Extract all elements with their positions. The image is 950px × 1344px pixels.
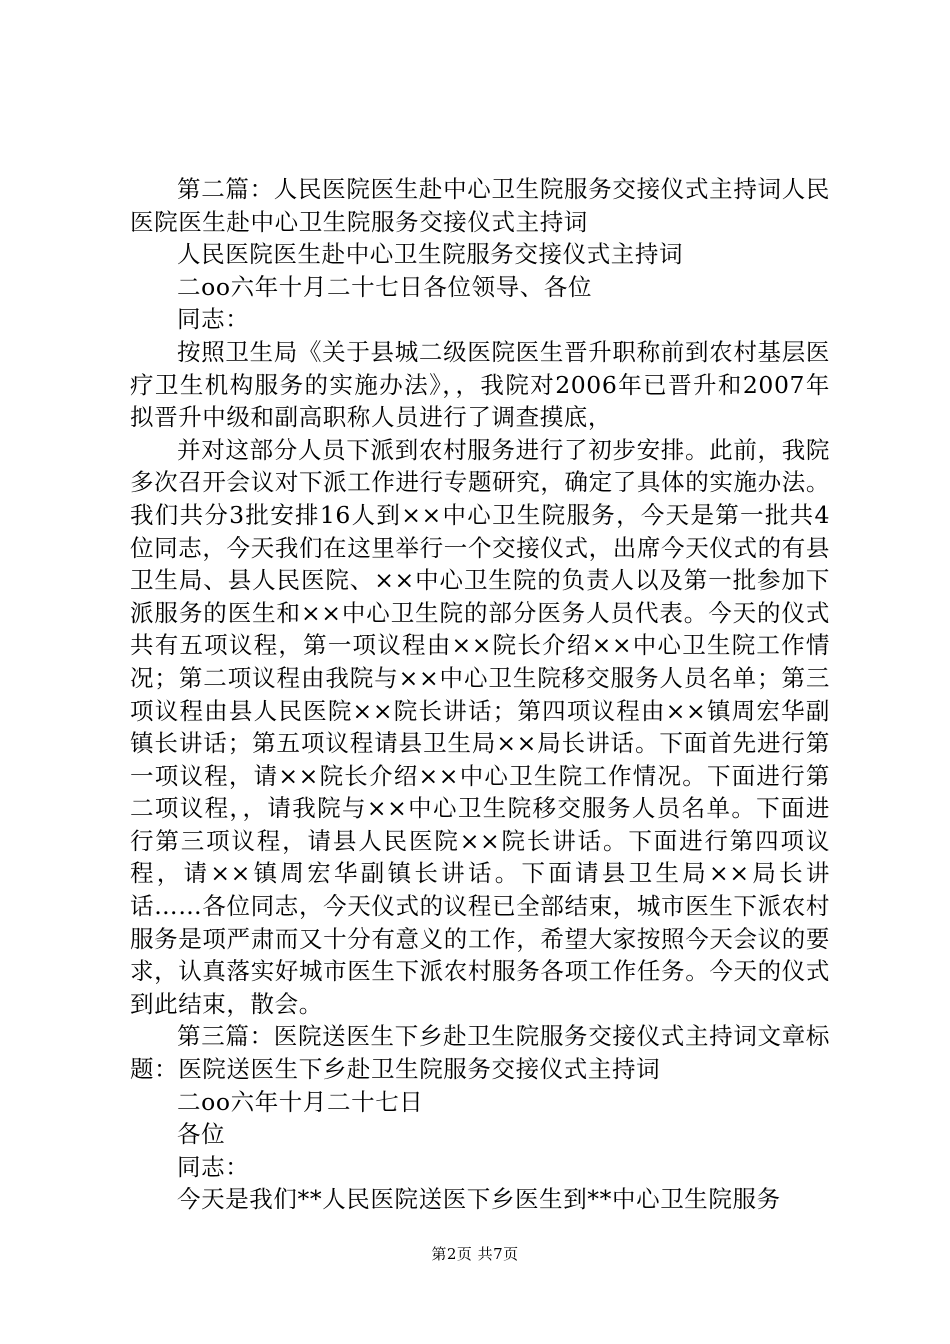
document-body [130, 173, 830, 1216]
paragraph-title: 人民医院医生赴中心卫生院服务交接仪式主持词 [177, 240, 684, 269]
paragraph-body: 并对这部分人员下派到农村服务进行了初步安排。此前，我院多次召开会议对下派工作进行专题研究，确定了具体的实施办法。我们共分3批安排16人到××中心卫生院服务，今天是第一批共4位同志，今天我们在这里举行一个交接仪式，出席今天仪式的有县卫生局、县人民医院、××中心卫生院的负责人以及第一批参加下派服务的医生和××中心卫生院的部分医务人员代表。今天的仪式共有五项议程，第一项议程由××院长介绍××中心卫生院工作情况；第二项议程由我院与××中心卫生院移交服务人员名单；第三项议程由县人民医院××院长讲话；第四项议程由××镇周宏华副镇长讲话；第五项议程请县卫生局××局长讲话。下面首先进行第一项议程，请××院长介绍××中心卫生院工作情况。下面进行第二项议程，，请我院与××中心卫生院移交服务人员名单。下面进行第三项议程，请县人民医院××院长讲话。下面进行第四项议程，请××镇周宏华副镇长讲话。下面请县卫生局××局长讲话……各位同志，今天仪式的议程已全部结束，城市医生下派农村服务是项严肃而又十分有意义的工作，希望大家按照今天会议的要求，认真落实好城市医生下派农村服务各项工作任务。今天的仪式到此结束，散会。 [130, 435, 830, 1018]
paragraph-greeting: 各位 [177, 1120, 226, 1149]
page-number-footer: 第2页 共7页 [431, 1245, 519, 1263]
paragraph-heading-part2: 第二篇：人民医院医生赴中心卫生院服务交接仪式主持词人民医院医生赴中心卫生院服务交接仪式主持词 [130, 175, 830, 236]
paragraph-date: 二oo六年十月二十七日 [177, 1087, 424, 1116]
paragraph-body: 今天是我们**人民医院送医下乡医生到**中心卫生院服务 [177, 1185, 781, 1214]
paragraph-body: 按照卫生局《关于县城二级医院医生晋升职称前到农村基层医疗卫生机构服务的实施办法》，，我院对2006年已晋升和2007年拟晋升中级和副高职称人员进行了调查摸底， [130, 337, 830, 432]
paragraph-salutation: 同志： [177, 305, 250, 334]
paragraph-heading-part3: 第三篇：医院送医生下乡赴卫生院服务交接仪式主持词文章标题：医院送医生下乡赴卫生院服务交接仪式主持词 [130, 1022, 830, 1084]
paragraph-date-greeting: 二oo六年十月二十七日各位领导、各位 [177, 272, 593, 301]
paragraph-salutation: 同志： [177, 1152, 250, 1181]
